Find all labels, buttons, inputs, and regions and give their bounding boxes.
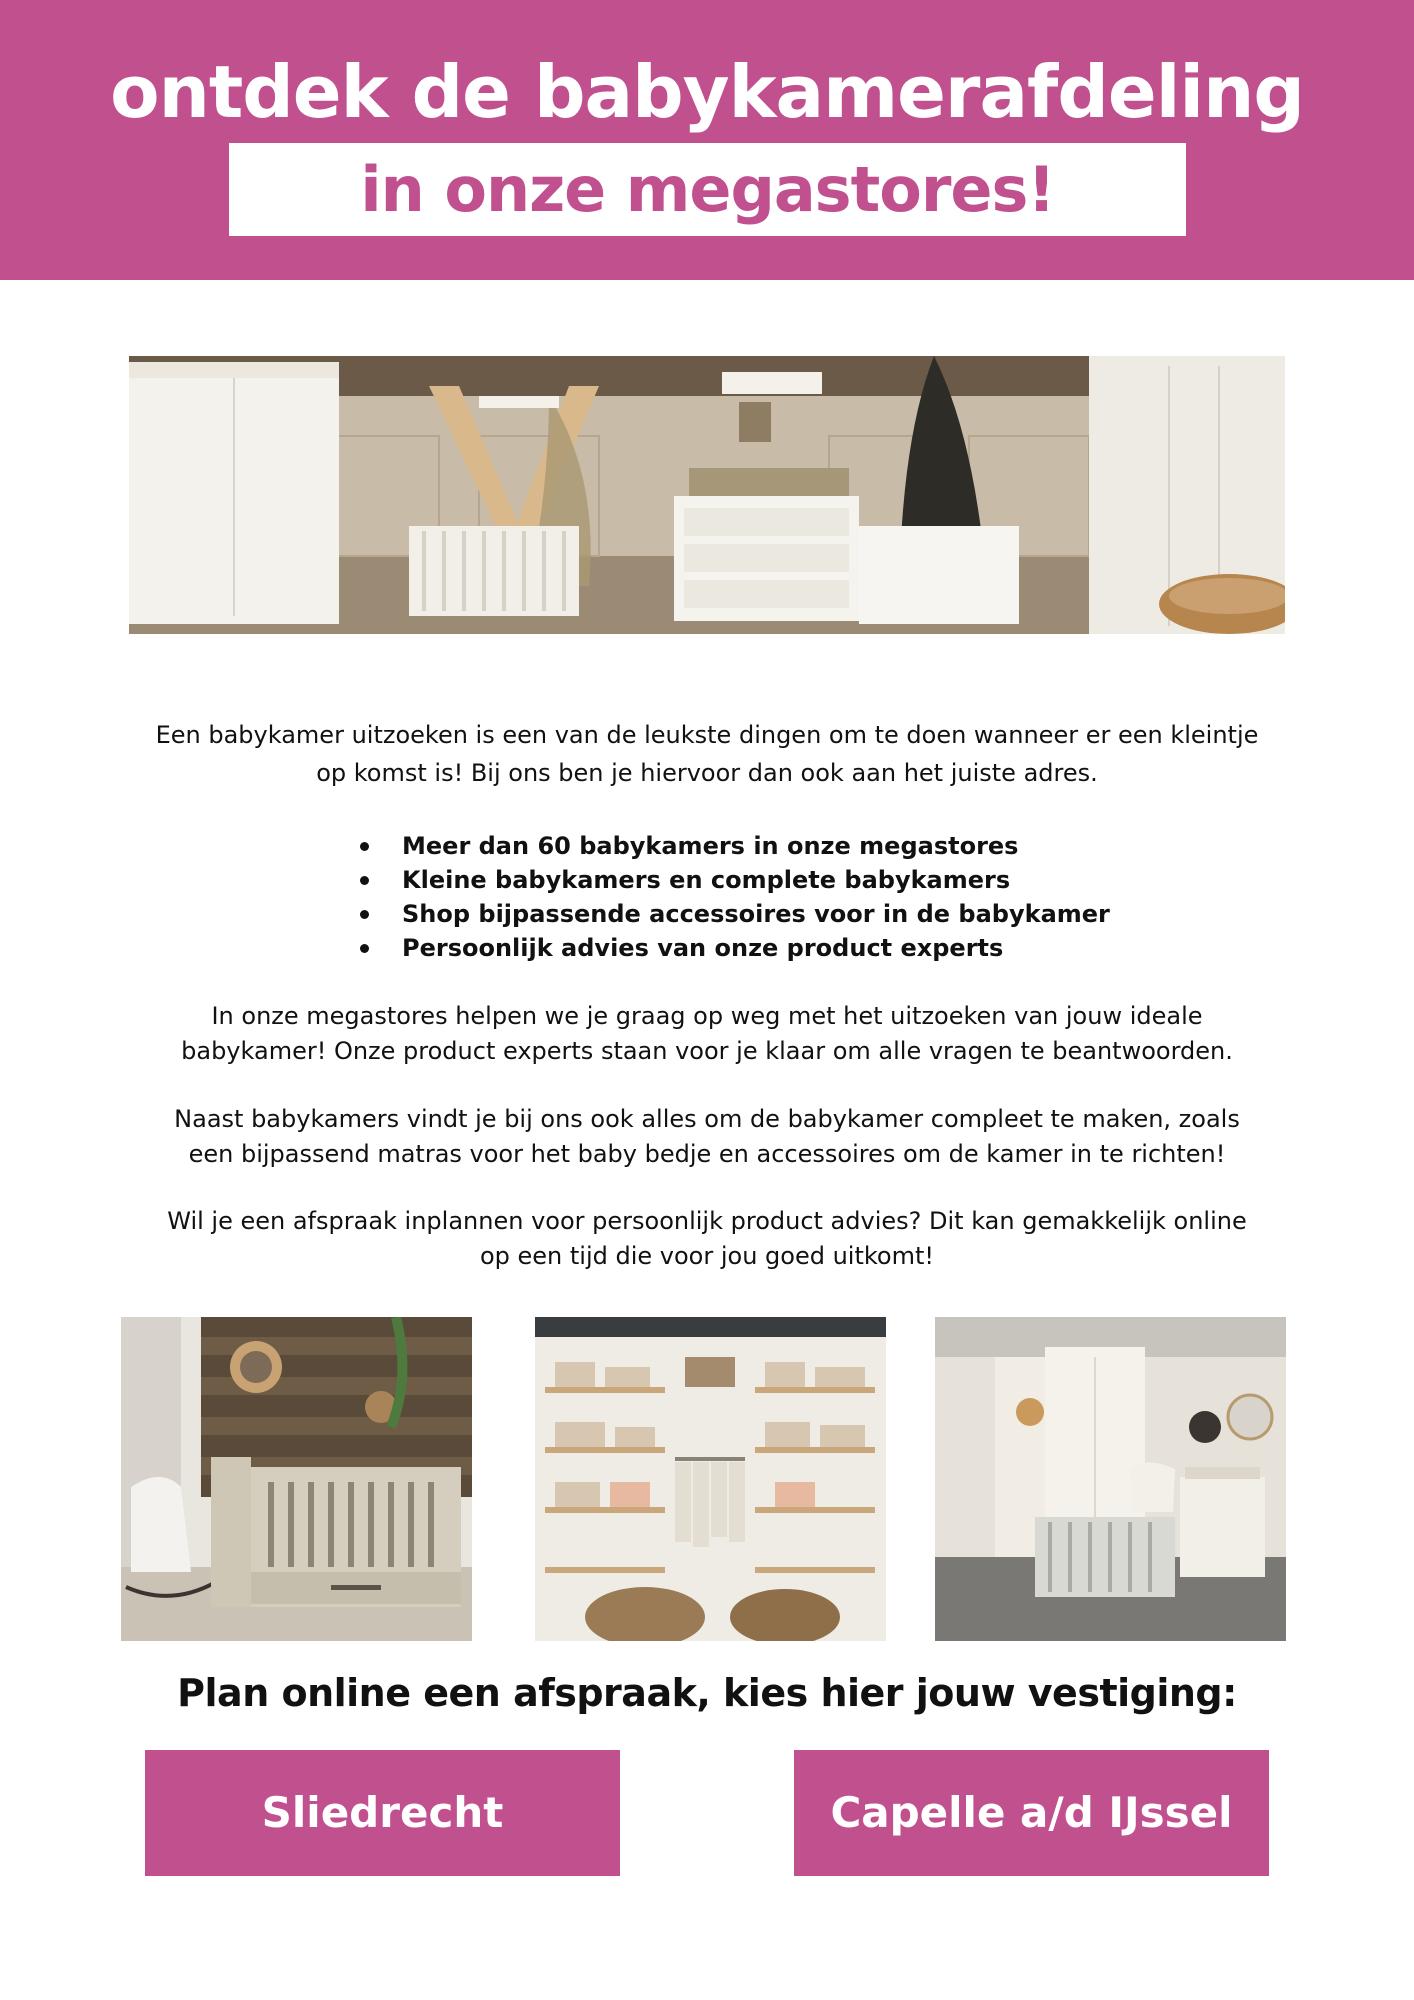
bullet-dot-icon — [360, 876, 369, 885]
list-item: Shop bijpassende accessoires voor in de babykamer — [360, 897, 1160, 931]
page-title: ontdek de babykamerafdeling — [110, 50, 1304, 134]
cta-heading: Plan online een afspraak, kies hier jouw vestiging: — [177, 1671, 1237, 1715]
intro-text — [110, 716, 1304, 792]
header-banner — [0, 0, 1414, 280]
photo-shelves-textiles — [535, 1317, 886, 1641]
bullet-dot-icon — [360, 910, 369, 919]
list-item: Kleine babykamers en complete babykamers — [360, 863, 1160, 897]
paragraph-accessories: Naast babykamers vindt je bij ons ook alles om de babykamer compleet te maken, zoals een bijpassend matras voor het baby bedje en accessoires om de kamer in te richten! — [174, 1105, 1240, 1168]
intro-line-1: Een babykamer uitzoeken is een van de leukste dingen om te doen wanneer er een kleintje — [155, 721, 1259, 749]
paragraph-megastores: In onze megastores helpen we je graag op weg met het uitzoeken van jouw ideale babykamer! Onze product experts staan voor je klaar om alle vragen te beantwoorden. — [181, 1002, 1233, 1065]
intro-line-2: op komst is! Bij ons ben je hiervoor dan ook aan het juiste adres. — [316, 759, 1098, 787]
subtitle-box — [229, 143, 1186, 236]
page-subtitle: in onze megastores! — [360, 153, 1055, 226]
list-item: Meer dan 60 babykamers in onze megastores — [360, 829, 1160, 863]
photo-crib-rocking-chair — [121, 1317, 472, 1641]
feature-list — [360, 829, 1160, 965]
photo-white-nursery — [935, 1317, 1286, 1641]
list-item: Persoonlijk advies van onze product experts — [360, 931, 1160, 965]
bullet-dot-icon — [360, 944, 369, 953]
hero-photo-nursery-showroom — [129, 356, 1285, 634]
bullet-dot-icon — [360, 842, 369, 851]
sliedrecht-button[interactable]: Sliedrecht — [145, 1750, 620, 1876]
capelle-button[interactable]: Capelle a/d IJssel — [794, 1750, 1269, 1876]
paragraph-appointment: Wil je een afspraak inplannen voor persoonlijk product advies? Dit kan gemakkelijk online op een tijd die voor jou goed uitkomt! — [167, 1207, 1247, 1270]
